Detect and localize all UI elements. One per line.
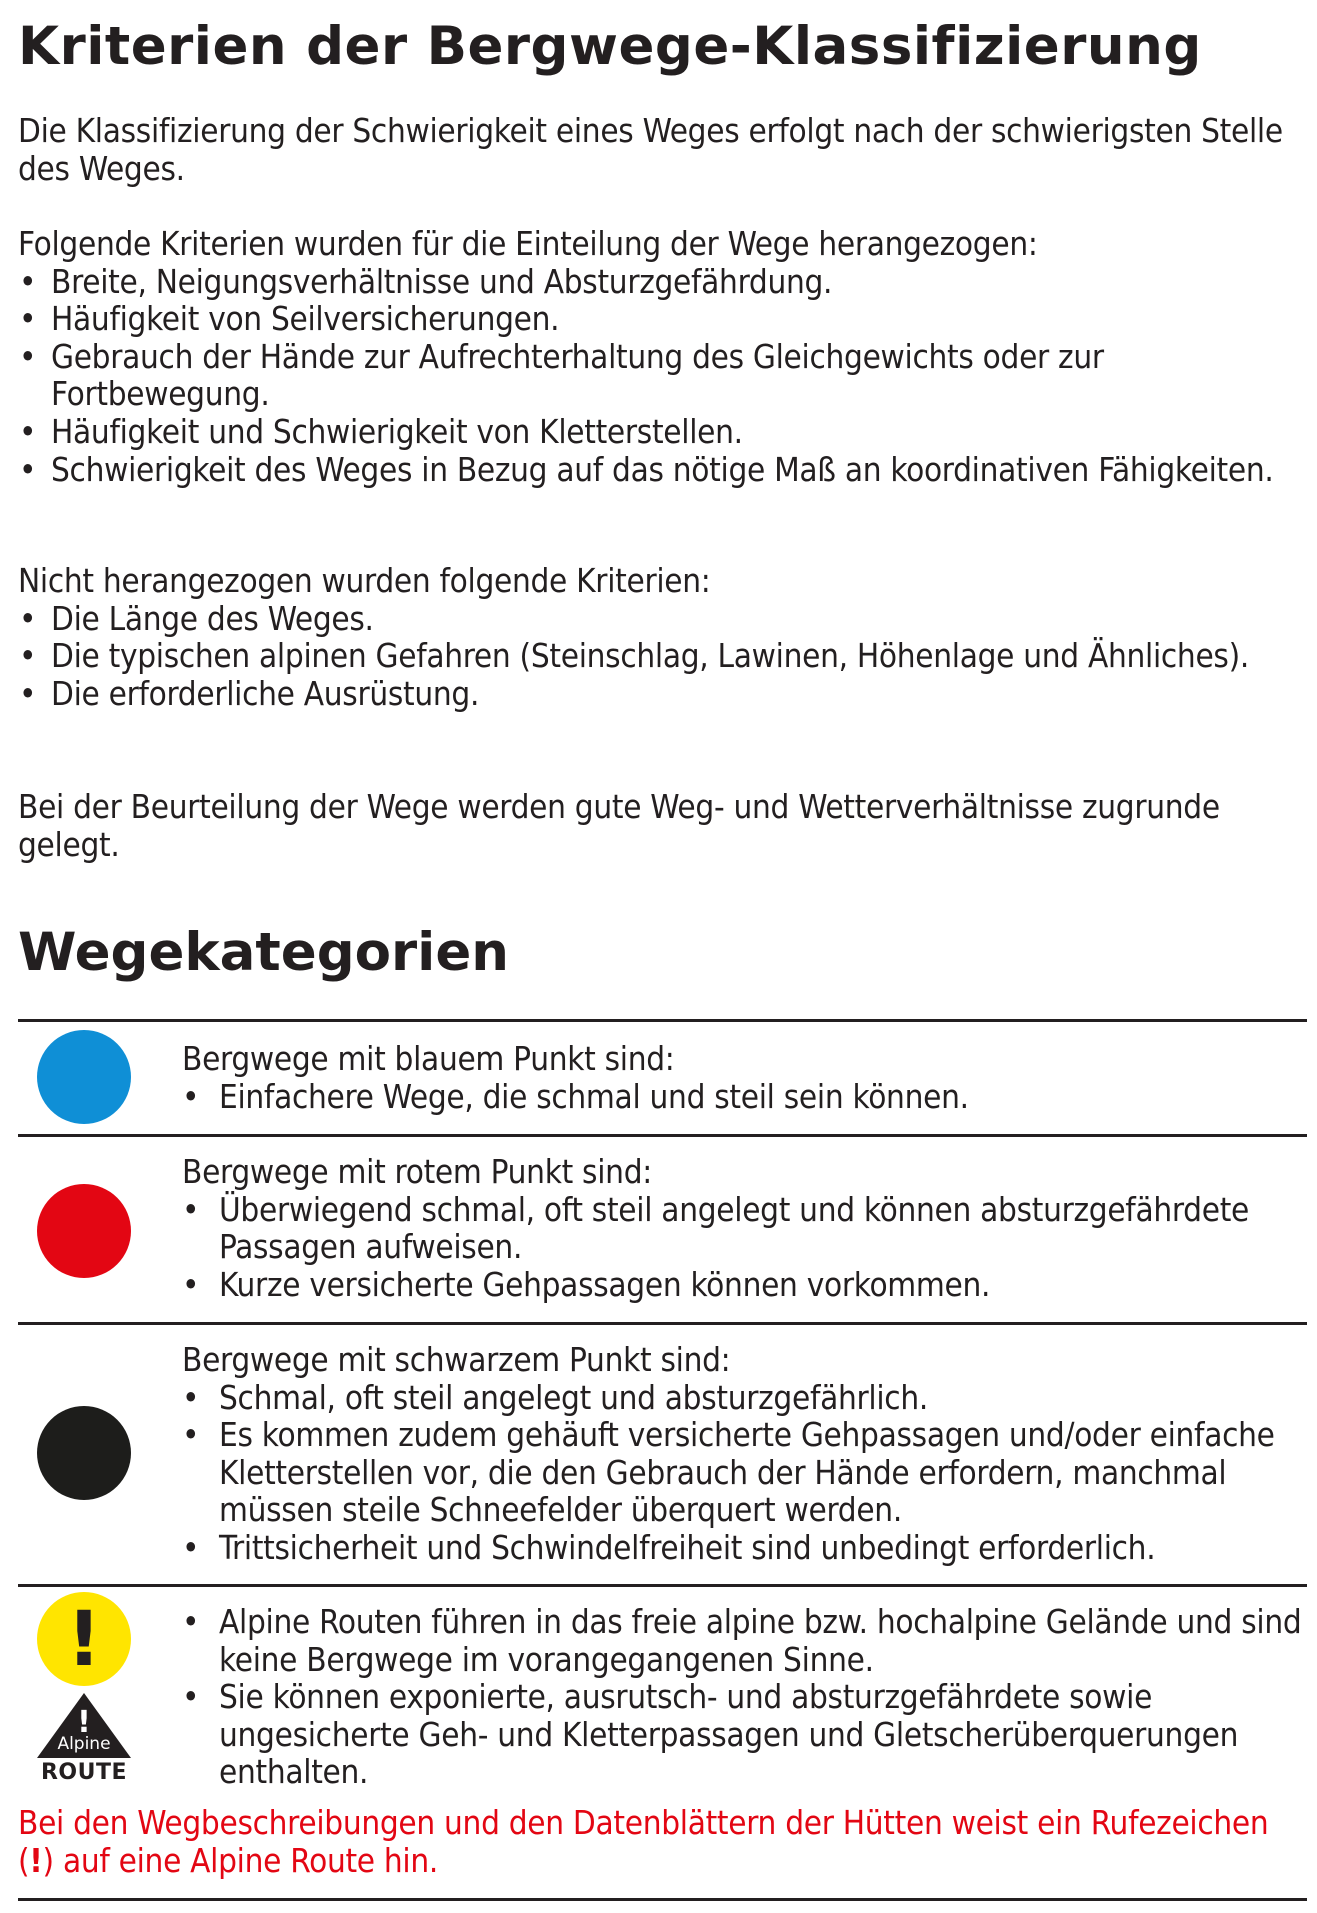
list-item: • Kurze versicherte Gehpassagen können vorkommen.: [182, 1266, 1310, 1304]
list-item: • Häufigkeit und Schwierigkeit von Kletterstellen.: [18, 413, 1308, 451]
list-item: • Einfachere Wege, die schmal und steil sein können.: [182, 1078, 1310, 1116]
assessment-paragraph: Bei der Beurteilung der Wege werden gute Weg- und Wetterverhältnisse zugrunde gelegt.: [18, 787, 1220, 864]
note-text: [18, 1804, 1313, 1879]
criteria-section: [18, 225, 1308, 488]
note-open: (: [18, 1840, 30, 1880]
list-item: • Schmal, oft steil angelegt und absturzgefährlich.: [182, 1379, 1310, 1417]
categories-title: Wegekategorien: [18, 922, 510, 983]
category-list: [182, 1191, 1310, 1304]
list-item: • Die erforderliche Ausrüstung.: [18, 675, 1308, 713]
excluded-heading: Nicht herangezogen wurden folgende Kriterien:: [18, 561, 711, 600]
list-item: • Die typischen alpinen Gefahren (Steinschlag, Lawinen, Höhenlage und Ähnliches).: [18, 637, 1308, 675]
intro-paragraph: Die Klassifizierung der Schwierigkeit eines Weges erfolgt nach der schwierigsten Stelle des Weges.: [18, 111, 1283, 188]
divider: [18, 1019, 1307, 1022]
criteria-list: [18, 263, 1308, 489]
divider: [18, 1322, 1307, 1325]
criteria-heading: Folgende Kriterien wurden für die Einteilung der Wege herangezogen:: [18, 224, 1038, 263]
page-title: Kriterien der Bergwege-Klassifizierung: [18, 16, 1202, 77]
category-black: [182, 1341, 1310, 1567]
category-list: [182, 1603, 1310, 1791]
route-label: ROUTE: [40, 1760, 128, 1785]
black-dot-icon: [37, 1406, 131, 1500]
list-item: • Gebrauch der Hände zur Aufrechterhaltung des Gleichgewichts oder zur Fortbewegung.: [18, 338, 1308, 413]
note-exclamation: !: [29, 1840, 43, 1880]
list-item: • Breite, Neigungsverhältnisse und Absturzgefährdung.: [18, 263, 1308, 301]
divider: [18, 1898, 1307, 1901]
list-item: • Die Länge des Weges.: [18, 600, 1308, 638]
alpine-label: Alpine: [57, 1734, 111, 1754]
red-dot-icon: [37, 1184, 131, 1278]
excluded-section: [18, 562, 1308, 712]
note-text-end: ) auf eine Alpine Route hin.: [42, 1840, 439, 1880]
list-item: • Häufigkeit von Seilversicherungen.: [18, 300, 1308, 338]
divider: [18, 1584, 1307, 1587]
note-text-start: Bei den Wegbeschreibungen und den Datenblättern der Hütten weist ein Rufezeichen: [18, 1803, 1269, 1842]
exclamation-icon: !: [37, 1592, 131, 1686]
list-item: • Überwiegend schmal, oft steil angelegt und können absturzgefährdete Passagen aufweisen.: [182, 1191, 1310, 1266]
list-item: • Trittsicherheit und Schwindelfreiheit sind unbedingt erforderlich.: [182, 1529, 1310, 1567]
category-list: [182, 1379, 1310, 1567]
list-item: • Sie können exponierte, ausrutsch- und absturzgefährdete sowie ungesicherte Geh- und Kletterpassagen und Gletscherüberquerungen enthalten.: [182, 1678, 1310, 1791]
category-heading: Bergwege mit schwarzem Punkt sind:: [182, 1340, 731, 1379]
category-red: [182, 1153, 1310, 1303]
alpine-note: [18, 1804, 1313, 1879]
divider: [18, 1134, 1307, 1137]
list-item: • Es kommen zudem gehäuft versicherte Gehpassagen und/oder einfache Kletterstellen vor, die den Gebrauch der Hände erfordern, manchmal müssen steile Schneefelder überquert werden.: [182, 1416, 1310, 1529]
list-item: • Alpine Routen führen in das freie alpine bzw. hochalpine Gelände und sind keine Bergwege im vorangegangenen Sinne.: [182, 1603, 1310, 1678]
alpine-route-mark: !: [77, 1705, 91, 1740]
blue-dot-icon: [37, 1030, 131, 1124]
category-list: [182, 1078, 1310, 1116]
excluded-list: [18, 600, 1308, 713]
list-item: • Schwierigkeit des Weges in Bezug auf das nötige Maß an koordinativen Fähigkeiten.: [18, 451, 1308, 489]
category-heading: Bergwege mit rotem Punkt sind:: [182, 1152, 652, 1191]
category-blue: [182, 1040, 1310, 1115]
category-heading: Bergwege mit blauem Punkt sind:: [182, 1039, 675, 1078]
category-alpine: [182, 1603, 1310, 1791]
